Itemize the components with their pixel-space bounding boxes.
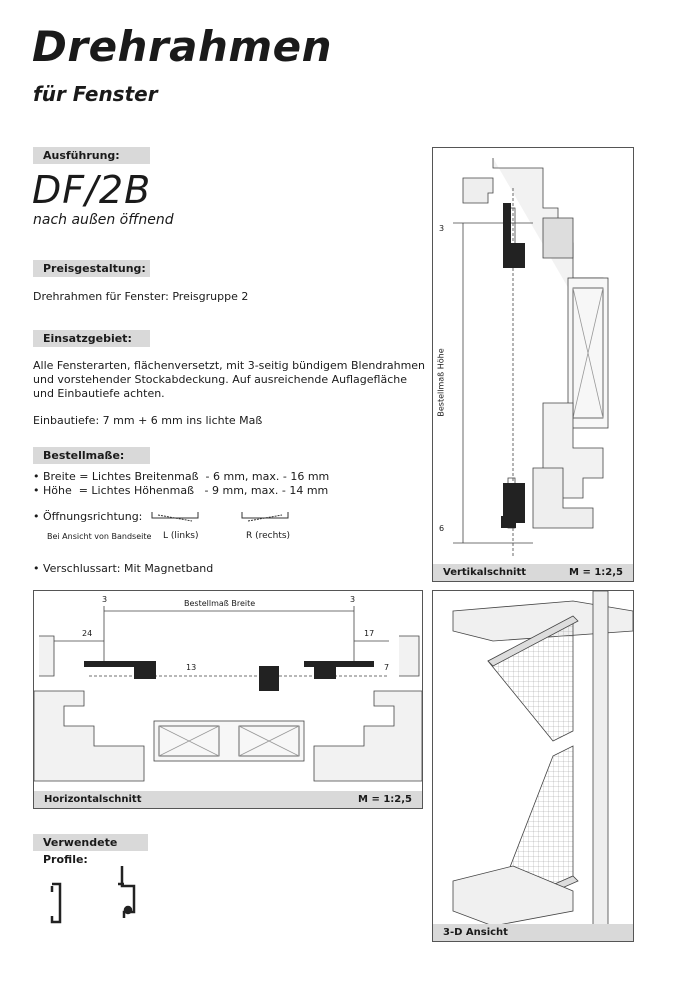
horizontal-dim-17: 17 — [364, 629, 375, 638]
horizontal-dim-right-3: 3 — [350, 595, 356, 604]
model-note: nach außen öffnend — [33, 212, 174, 228]
horizontal-dim-7: 7 — [384, 663, 390, 672]
vertikalschnitt-panel — [432, 147, 634, 582]
3d-ansicht-caption — [433, 924, 633, 941]
profile-small-icon — [52, 884, 60, 922]
einsatz-line-1: Alle Fensterarten, flächenversetzt, mit 3-seitig bündigem Blendrahmen — [33, 359, 426, 372]
page-title: Drehrahmen — [32, 22, 333, 71]
page-subtitle: für Fenster — [33, 82, 158, 106]
einbautiefe-text: Einbautiefe: 7 mm + 6 mm ins lichte Maß — [33, 414, 263, 427]
section-label-preis: Preisgestaltung: — [33, 260, 150, 277]
opening-right-icon — [242, 512, 288, 521]
einsatz-line-2: und vorstehender Stockabdeckung. Auf ausreichende Auflagefläche — [33, 373, 407, 386]
section-label-einsatz: Einsatzgebiet: — [33, 330, 150, 347]
model-code: DF/2B — [32, 168, 152, 212]
profile-large-icon — [118, 866, 134, 918]
vertikal-dim-top: 3 — [439, 224, 445, 233]
bestell-breite: • Breite = Lichtes Breitenmaß - 6 mm, max. - 16 mm — [33, 470, 330, 483]
verschluss-text: • Verschlussart: Mit Magnetband — [33, 562, 214, 575]
3d-ansicht-drawing — [433, 591, 633, 941]
links-label: L (links) — [163, 531, 199, 541]
einsatz-line-3: und Einbautiefe achten. — [33, 387, 165, 400]
horizontal-dim-left-3: 3 — [102, 595, 108, 604]
preis-text: Drehrahmen für Fenster: Preisgruppe 2 — [33, 290, 249, 303]
vertikalschnitt-drawing — [433, 148, 633, 581]
opening-left-icon — [152, 512, 198, 521]
vertikal-caption-text: Vertikalschnitt — [443, 567, 527, 578]
vertikal-caption — [433, 564, 633, 581]
vertikal-scale: M = 1:2,5 — [569, 567, 623, 578]
horizontal-scale: M = 1:2,5 — [358, 794, 412, 805]
vertikal-dim-label: Bestellmaß Höhe — [436, 348, 446, 417]
oeffnung-label: • Öffnungsrichtung: — [33, 510, 143, 523]
horizontalschnitt-drawing — [34, 591, 422, 808]
oeffnung-note: Bei Ansicht von Bandseite — [47, 532, 152, 541]
horizontalschnitt-panel — [33, 590, 423, 809]
3d-ansicht-panel — [432, 590, 634, 942]
bestell-hoehe: • Höhe = Lichtes Höhenmaß - 9 mm, max. - 14 mm — [33, 484, 329, 497]
section-label-ausfuehrung: Ausführung: — [33, 147, 150, 164]
horizontal-dim-label: Bestellmaß Breite — [184, 599, 256, 608]
horizontal-caption — [34, 791, 422, 808]
horizontal-dim-24: 24 — [82, 629, 93, 638]
rechts-label: R (rechts) — [246, 531, 291, 541]
horizontal-caption-text: Horizontalschnitt — [44, 794, 142, 805]
3d-ansicht-caption-text: 3-D Ansicht — [443, 927, 508, 938]
horizontal-dim-13: 13 — [186, 663, 197, 672]
section-label-profile: Verwendete Profile: — [33, 834, 148, 851]
vertikal-dim-bottom: 6 — [439, 524, 445, 533]
section-label-bestell: Bestellmaße: — [33, 447, 150, 464]
